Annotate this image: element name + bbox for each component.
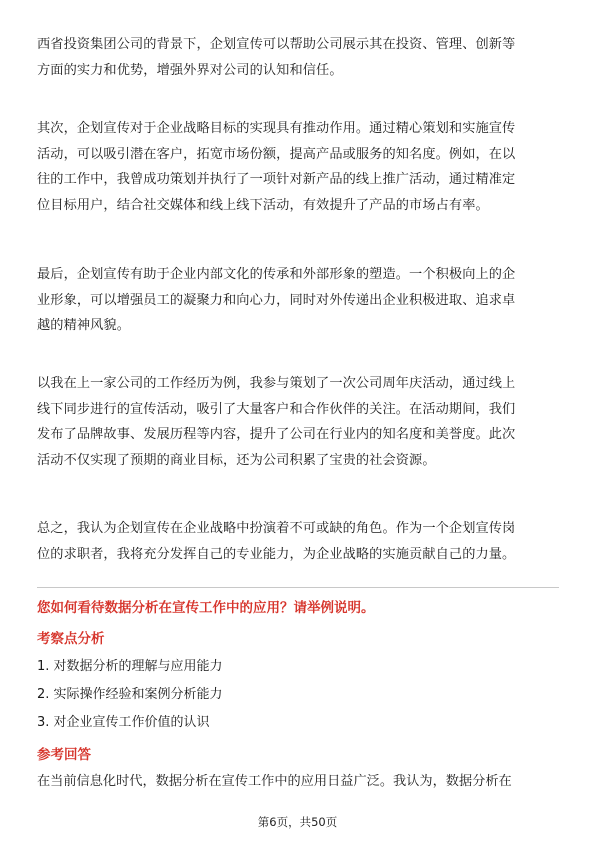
paragraph-line: 最后，企划宣传有助于企业内部文化的传承和外部形象的塑造。一个积极向上的企	[37, 267, 516, 282]
paragraph-line: 其次，企划宣传对于企业战略目标的实现具有推动作用。通过精心策划和实施宣传	[37, 121, 516, 136]
paragraph-line: 西省投资集团公司的背景下，企划宣传可以帮助公司展示其在投资、管理、创新等	[37, 37, 516, 52]
paragraph-3	[37, 262, 561, 339]
paragraph-line: 发布了品牌故事、发展历程等内容，提升了公司在行业内的知名度和美誉度。此次	[37, 427, 516, 442]
section-divider	[37, 587, 559, 588]
paragraph-2	[37, 116, 561, 218]
analysis-item: 1. 对数据分析的理解与应用能力	[37, 659, 223, 674]
paragraph-line: 线下同步进行的宣传活动，吸引了大量客户和合作伙伴的关注。在活动期间，我们	[37, 401, 516, 417]
paragraph-line: 活动不仅实现了预期的商业目标，还为公司积累了宝贵的社会资源。	[37, 452, 436, 468]
paragraph-line: 业形象，可以增强员工的凝聚力和向心力，同时对外传递出企业积极进取、追求卓	[37, 292, 516, 308]
answer-text: 在当前信息化时代，数据分析在宣传工作中的应用日益广泛。我认为，数据分析在	[37, 774, 512, 789]
paragraph-line: 以我在上一家公司的工作经历为例，我参与策划了一次公司周年庆活动，通过线上	[37, 376, 516, 391]
paragraph-line: 方面的实力和优势，增强外界对公司的认知和信任。	[37, 62, 343, 78]
paragraph-1	[37, 32, 561, 83]
analysis-item: 3. 对企业宣传工作价值的认识	[37, 715, 210, 730]
paragraph-line: 越的精神风貌。	[37, 318, 131, 333]
page-number: 第6页，共50页	[257, 815, 338, 829]
analysis-item: 2. 实际操作经验和案例分析能力	[37, 687, 223, 702]
analysis-heading: 考察点分析	[37, 631, 105, 647]
interview-question: 您如何看待数据分析在宣传工作中的应用？请举例说明。	[37, 600, 375, 616]
paragraph-5	[37, 516, 561, 567]
paragraph-line: 活动，可以吸引潜在客户，拓宽市场份额，提高产品或服务的知名度。例如，在以	[37, 146, 516, 162]
paragraph-line: 位目标用户，结合社交媒体和线上线下活动，有效提升了产品的市场占有率。	[37, 197, 489, 213]
paragraph-line: 往的工作中，我曾成功策划并执行了一项针对新产品的线上推广活动，通过精准定	[37, 172, 516, 187]
paragraph-line: 总之，我认为企划宣传在企业战略中扮演着不可或缺的角色。作为一个企划宣传岗	[37, 521, 516, 536]
paragraph-line: 位的求职者，我将充分发挥自己的专业能力，为企业战略的实施贡献自己的力量。	[37, 546, 516, 562]
paragraph-4	[37, 371, 561, 473]
answer-heading: 参考回答	[37, 747, 91, 763]
